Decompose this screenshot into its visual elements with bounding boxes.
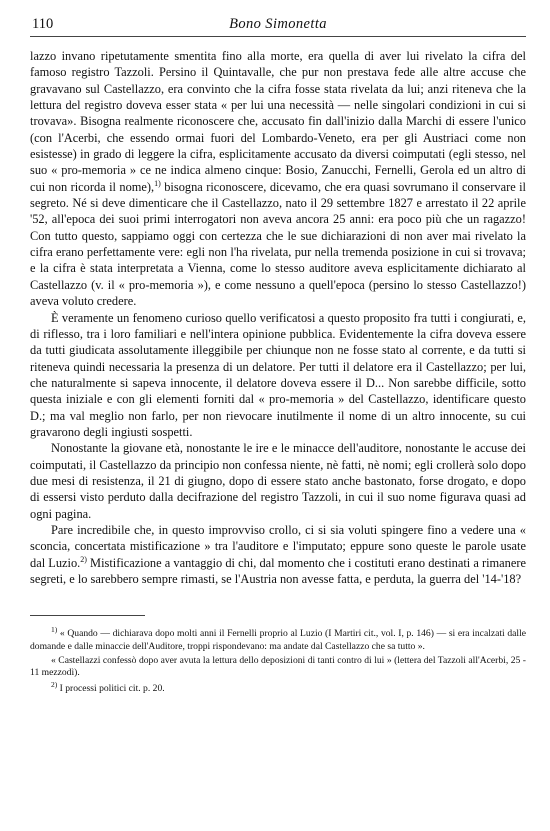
footnote <box>30 655 526 680</box>
footnote-text: I processi politici cit. p. 20. <box>59 682 165 694</box>
footnote-mark: 2) <box>51 679 58 689</box>
paragraph-text: Pare incredibile che, in questo improvviso crollo, ci si sia voluti spingere fino a vedere una « sconcia, concertata mistificazione » tra l'auditore e l'imputato; eppure sono queste le parole usate dal Luzio. <box>30 522 526 570</box>
paragraph <box>30 48 526 310</box>
running-head: Bono Simonetta <box>229 16 327 32</box>
body-text <box>30 48 526 587</box>
footnote-text: « Quando — dichiarava dopo molti anni il Fernelli proprio al Luzio (I Martiri cit., vol. I, p. 146) — si era incalzati dalle domande e dalle minaccie dell'Auditore, troppi rispondevano: ma andate dal Castellazzo che sa tutto ». <box>30 628 526 652</box>
paragraph-text: lazzo invano ripetutamente smentita fino alla morte, era quella di aver lui rivelato la cifra del famoso registro Tazzoli. Persino il Quintavalle, che pur non prestava fede alle altre accuse che gravavano sul Castellazzo, era convinto che la cifra fosse stata rivelata da lui; anzi riteneva che la lettura del registro doveva esser stata « per lui una necessità — nelle singolari condizioni in cui si trovava». Bisogna realmente riconoscere che, accusato fin dall'inizio dalla Marchi di essere l'unico (con l'Acerbi, che essendo ormai fuori del Lombardo-Veneto, era per gli Austriaci come non esistesse) in grado di leggere la cifra, esplicitamente accusato da diversi coimputati (egli stesso, nel suo « pro-memoria » ce ne indica almeno cinque: Bosio, Zanucchi, Fernelli, Gerola ed un altro di cui non ricorda il nome), <box>30 49 526 194</box>
paragraph <box>30 522 526 587</box>
footnote <box>30 679 526 696</box>
book-page <box>30 14 526 698</box>
footnotes <box>30 625 526 695</box>
paragraph <box>30 310 526 441</box>
paragraph-text: Mistificazione a vantaggio di chi, dal momento che i costituti erano destinati a rimanere segreti, e lo sarebbero sempre rimasti, se l'Austria non avesse fatta, e perduta, la guerra del '14-'18? <box>30 555 526 586</box>
footnote-reference: 2) <box>80 554 87 564</box>
footnote <box>30 625 526 653</box>
page-header <box>30 14 526 37</box>
paragraph <box>30 440 526 522</box>
footnote-mark: 1) <box>51 625 58 635</box>
paragraph-text: È veramente un fenomeno curioso quello verificatosi a questo proposito fra tutti i congiurati, e, di riflesso, tra i loro familiari e nell'intera opinione pubblica. Evidentemente la cifra doveva essere da tutti giudicata assolutamente illeggibile per chiunque non ne fosse stato al corrente, e da tutti si riteneva quindi necessaria la presenza di un delatore. Per tutti il delatore era il Castellazzo; per lui, che naturalmente si sapeva innocente, il delatore doveva essere il D... Non sarebbe difficile, sotto questa iniziale e con gli elementi forniti dal « pro-memoria » del Castellazzo, identificare questo D.; ma val meglio non farlo, per non rievocare inutilmente il nome di un altro innocente, su cui gravarono degli ingiusti sospetti. <box>30 310 526 439</box>
footnote-reference: 1) <box>154 178 161 188</box>
footnote-divider <box>30 615 145 616</box>
paragraph-text: Nonostante la giovane età, nonostante le ire e le minacce dell'auditore, nonostante le accuse dei coimputati, il Castellazzo da principio non confessa niente, nè fatti, nè nomi; egli crollerà solo dopo due mesi di resistenza, il 21 di giugno, dopo di essere stato anche bastonato, forse drogato, e dopo di essersi visto perduto dalla decifrazione del registro Tazzoli, in cui il suo nome figurava quasi ad ogni pagina. <box>30 441 526 521</box>
footnote-text: « Castellazzi confessò dopo aver avuta la lettura dello deposizioni di tanti contro di lui » (lettera del Tazzoli all'Acerbi, 25 - 11 mezzodì). <box>30 654 526 679</box>
page-number: 110 <box>32 16 54 32</box>
paragraph-text: bisogna riconoscere, dicevamo, che era quasi sovrumano il conservare il segreto. Né si deve dimenticare che il Castellazzo, nato il 29 settembre 1827 e arrestato il 22 aprile '52, all'epoca dei suoi primi interrogatori non aveva ancora 25 anni: era poco più che un ragazzo! Con tutto questo, sappiamo oggi con certezza che le sue dichiarazioni di non aver mai rivelato la cifra erano perfettamente vere: egli non l'ha rivelata, pur nella tremenda posizione in cui si trovava; e la cifra è stata interpretata a Vienna, come lo stesso auditore aveva esplicitamente dichiarato al Castellazzo (v. il « pro-memoria »), e come nessuno a quell'epoca (persino lo stesso Castellazzo!) aveva voluto credere. <box>30 179 526 309</box>
